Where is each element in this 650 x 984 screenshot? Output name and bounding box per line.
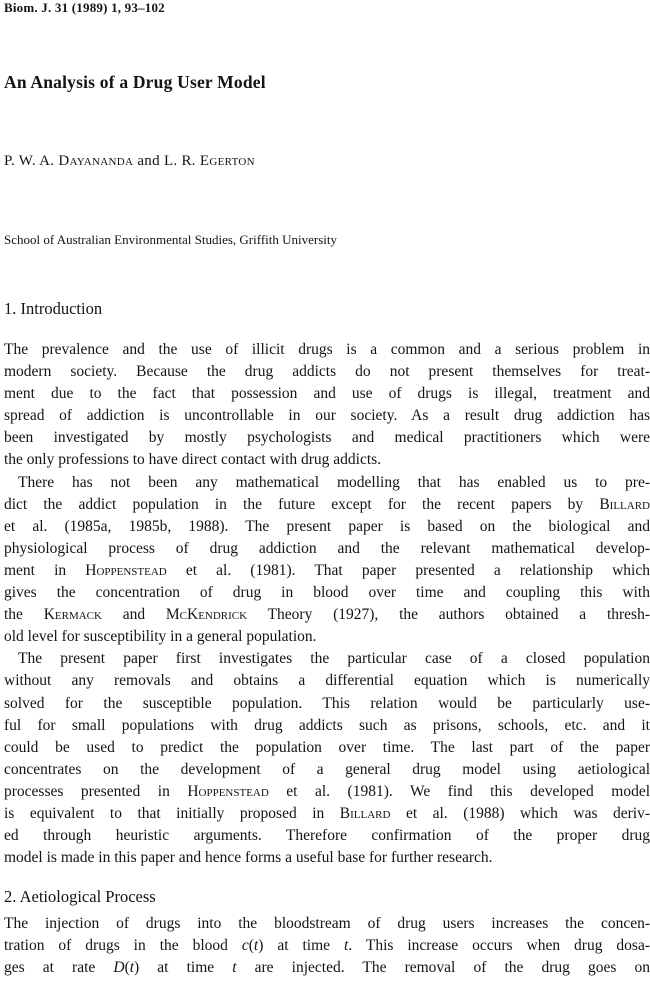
cited-author-kermack: Kermack bbox=[43, 606, 102, 624]
text-line: ed through heuristic arguments. Therefore confirmation of the proper drug bbox=[4, 827, 650, 845]
text-fragment: . This increase occurs when drug dosa- bbox=[348, 937, 650, 955]
text-fragment: et al. (1981). That paper presented a relationship which bbox=[166, 561, 650, 579]
text-line: concentrates on the development of a general drug model using aetiological bbox=[4, 760, 650, 778]
text-line bbox=[4, 957, 650, 979]
cited-author-hoppenstead: Hoppenstead bbox=[85, 561, 167, 579]
text-line: The present paper first investigates the particular case of a closed population bbox=[18, 650, 650, 668]
introduction-body bbox=[4, 339, 650, 869]
math-variable: t bbox=[253, 937, 259, 955]
author-conjunction: and bbox=[133, 153, 164, 169]
text-line bbox=[4, 935, 650, 957]
text-fragment: ( bbox=[124, 959, 130, 977]
section-heading-introduction: 1. Introduction bbox=[4, 299, 103, 318]
text-fragment: and bbox=[101, 606, 166, 624]
section-heading-aetiological-process: 2. Aetiological Process bbox=[4, 887, 156, 906]
text-fragment: et al. (1988) which was deriv- bbox=[390, 804, 650, 822]
cited-author-mckendrick: McKendrick bbox=[165, 606, 248, 624]
text-line: model is made in this paper and hence forms a useful base for further research. bbox=[4, 849, 493, 867]
text-line: ful for small populations with drug addicts such as prisons, schools, etc. and it bbox=[4, 716, 650, 734]
text-line: been investigated by mostly psychologists and medical practitioners which were bbox=[4, 429, 650, 447]
text-fragment: processes presented in bbox=[4, 782, 188, 800]
text-fragment: is equivalent to that initially proposed in bbox=[4, 804, 340, 822]
text-line: There has not been any mathematical modelling that has enabled us to pre- bbox=[18, 473, 650, 491]
text-line: solved for the susceptible population. This relation would be particularly use- bbox=[4, 694, 650, 712]
text-line bbox=[4, 803, 650, 825]
paper-title: An Analysis of a Drug User Model bbox=[4, 72, 266, 92]
text-line: could be used to predict the population over time. The last part of the paper bbox=[4, 738, 650, 756]
text-fragment: ges at rate bbox=[4, 959, 114, 977]
text-fragment: ) at time bbox=[258, 937, 344, 955]
math-variable: t bbox=[129, 959, 135, 977]
text-fragment: et al. (1981). We find this developed model bbox=[268, 782, 650, 800]
text-fragment: are injected. The removal of the drug goes on bbox=[236, 959, 650, 977]
cited-author-billard: Billard bbox=[339, 804, 391, 822]
cited-author-billard: Billard bbox=[599, 495, 650, 513]
text-line: modern society. Because the drug addicts do not present themselves for treat- bbox=[4, 363, 650, 381]
author2-surname: Egerton bbox=[199, 153, 255, 169]
author1-initials: P. W. A. bbox=[4, 153, 59, 169]
text-line: without any removals and obtains a differential equation which is numerically bbox=[4, 672, 650, 690]
text-line: the only professions to have direct contact with drug addicts. bbox=[4, 451, 382, 469]
text-line: et al. (1985a, 1985b, 1988). The present paper is based on the biological and bbox=[4, 517, 650, 535]
affiliation: School of Australian Environmental Studies, Griffith University bbox=[4, 232, 338, 247]
text-fragment: dict the addict population in the future except for the recent papers by bbox=[4, 495, 600, 513]
text-fragment: ment in bbox=[4, 561, 86, 579]
text-fragment: ) at time bbox=[134, 959, 233, 977]
text-line: old level for susceptibility in a general population. bbox=[4, 628, 317, 646]
math-variable: c bbox=[241, 937, 249, 955]
math-variable: t bbox=[344, 937, 349, 955]
text-line: ment due to the fact that possession and use of drugs is illegal, treatment and bbox=[4, 385, 650, 403]
math-variable: D bbox=[113, 959, 125, 977]
author-line bbox=[4, 153, 255, 170]
math-variable: t bbox=[232, 959, 237, 977]
journal-reference: Biom. J. 31 (1989) 1, 93–102 bbox=[4, 0, 165, 15]
cited-author-hoppenstead: Hoppenstead bbox=[187, 782, 269, 800]
text-fragment: Theory (1927), the authors obtained a thresh- bbox=[247, 606, 650, 624]
text-line bbox=[4, 604, 650, 626]
text-line: gives the concentration of drug in blood over time and coupling this with bbox=[4, 584, 650, 602]
author2-initials: L. R. bbox=[163, 153, 200, 169]
text-line bbox=[4, 781, 650, 803]
text-fragment: the bbox=[4, 606, 44, 624]
text-line bbox=[4, 494, 650, 516]
text-line: physiological process of drug addiction and the relevant mathematical develop- bbox=[4, 539, 650, 557]
text-fragment: ( bbox=[248, 937, 254, 955]
author1-surname: Dayananda bbox=[58, 153, 134, 169]
aetiological-process-body bbox=[4, 913, 650, 979]
text-line: spread of addiction is uncontrollable in our society. As a result drug addiction has bbox=[4, 407, 650, 425]
text-fragment: tration of drugs in the blood bbox=[4, 937, 242, 955]
text-line: The injection of drugs into the bloodstream of drug users increases the concen- bbox=[4, 915, 650, 932]
text-line: The prevalence and the use of illicit drugs is a common and a serious problem in bbox=[4, 341, 650, 358]
text-line bbox=[4, 560, 650, 582]
